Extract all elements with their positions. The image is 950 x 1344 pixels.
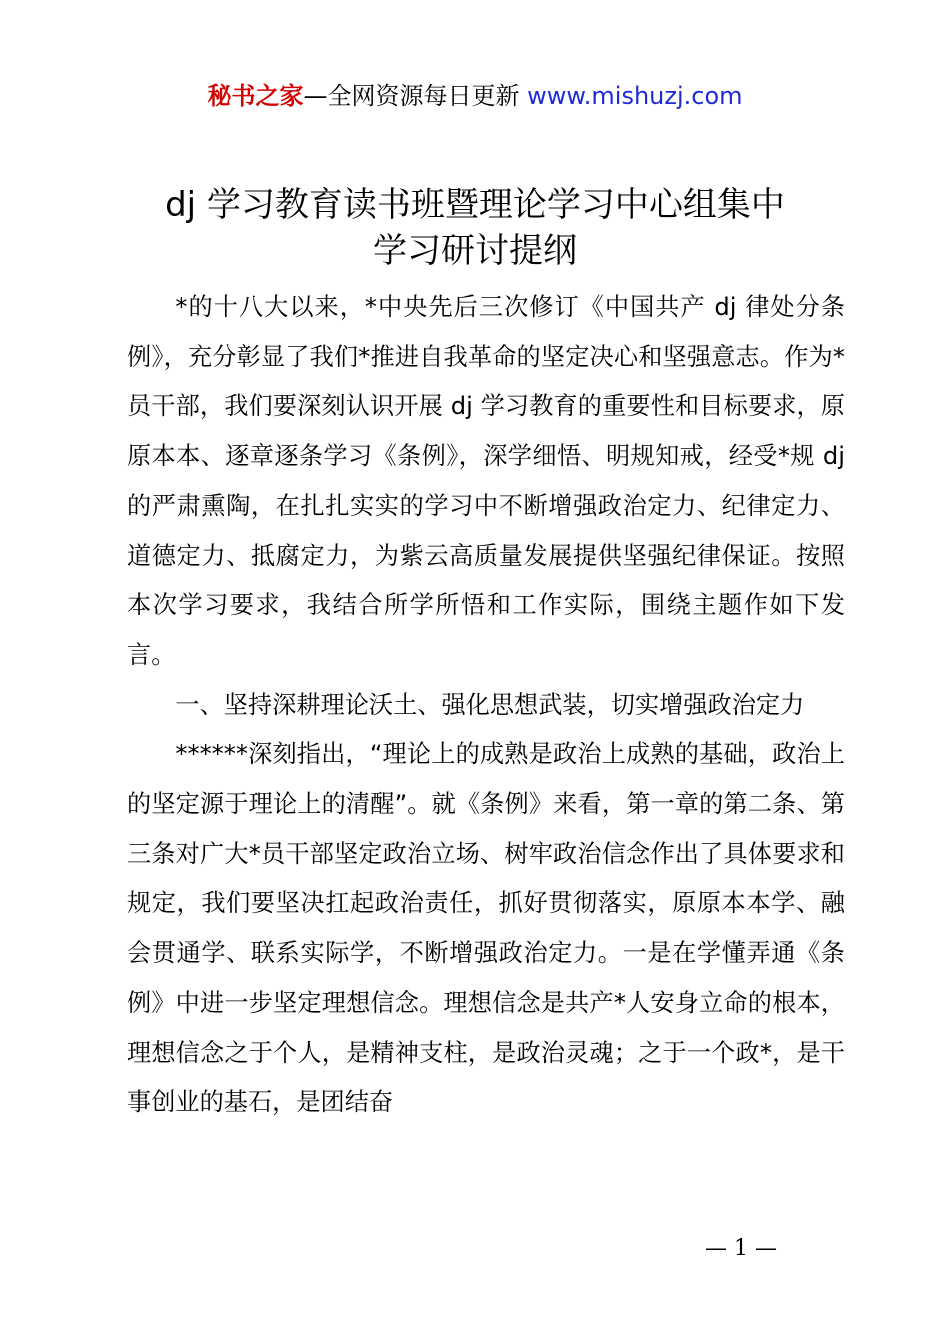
title-line-1: dj 学习教育读书班暨理论学习中心组集中 [165,185,785,225]
title-line-2: 学习研讨提纲 [373,231,577,271]
site-banner [0,80,950,112]
intro-paragraph: *的十八大以来，*中央先后三次修订《中国共产 dj 律处分条例》，充分彰显了我们*推进自我革命的坚定决心和坚强意志。作为*员干部，我们要深刻认识开展 dj 学习教育的重要性和目标要求，原原本本、逐章逐条学习《条例》，深学细悟、明规知戒，经受*规 dj 的严肃熏陶，在扎扎实实的学习中不断增强政治定力、纪律定力、道德定力、抵腐定力，为紫云高质量发展提供坚强纪律保证。按照本次学习要求，我结合所学所悟和工作实际，围绕主题作如下发言。 [127,293,845,669]
site-url-link[interactable]: www.mishuzj.com [527,82,743,110]
site-brand: 秘书之家 [207,82,304,110]
section-heading-1: 一、坚持深耕理论沃土、强化思想武装，切实增强政治定力 [175,690,805,719]
document-body [127,283,845,1128]
page-number: — 1 — [705,1236,777,1261]
site-tagline: —全网资源每日更新 [303,82,520,110]
document-title [100,182,850,274]
body-paragraph: ******深刻指出，“理论上的成熟是政治上成熟的基础，政治上的坚定源于理论上的清醒”。就《条例》来看，第一章的第二条、第三条对广大*员干部坚定政治立场、树牢政治信念作出了具体要求和规定，我们要坚决扛起政治责任，抓好贯彻落实，原原本本学、融会贯通学、联系实际学，不断增强政治定力。一是在学懂弄通《条例》中进一步坚定理想信念。理想信念是共产*人安身立命的根本，理想信念之于个人，是精神支柱，是政治灵魂；之于一个政*，是干事创业的基石，是团结奋 [127,740,845,1117]
